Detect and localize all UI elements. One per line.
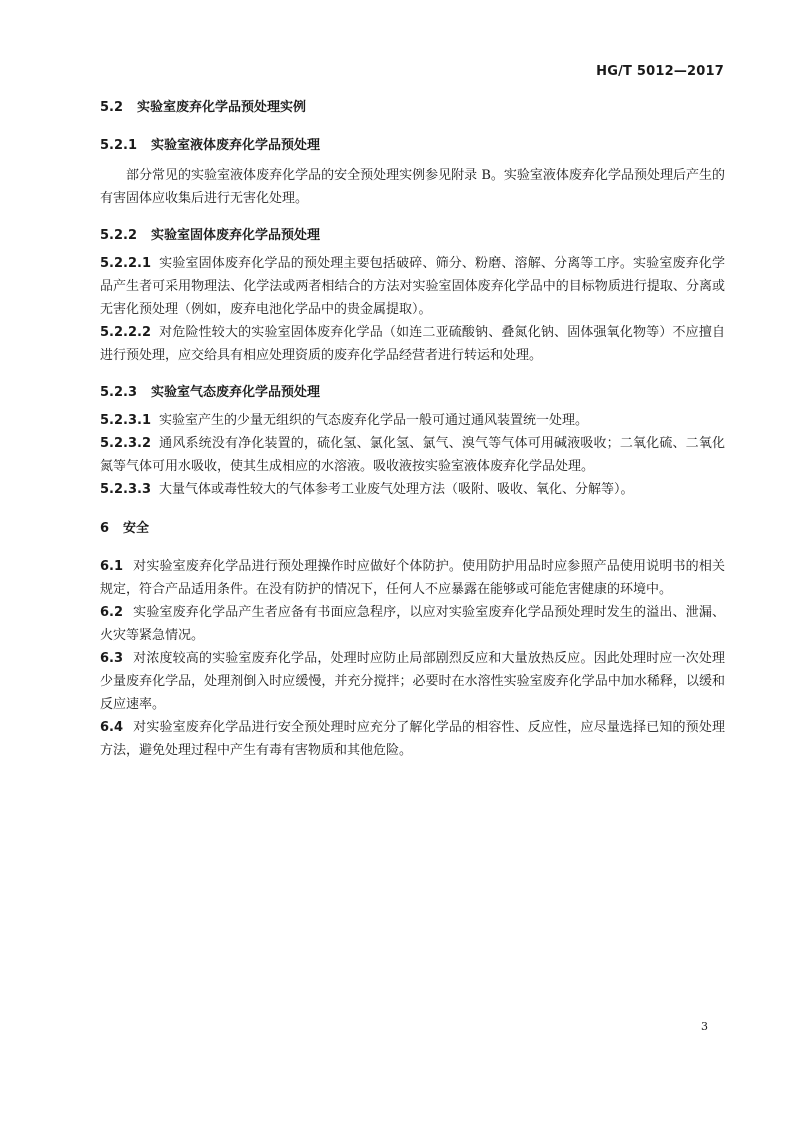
clause-number: 5.2.3.1 [100, 413, 151, 428]
clause-text: 对危险性较大的实验室固体废弃化学品（如连二亚硫酸钠、叠氮化钠、固体强氧化物等）不应擅自进行预处理，应交给具有相应处理资质的废弃化学品经营者进行转运和处理。 [100, 325, 725, 363]
clause-5-2-2-1 [100, 252, 725, 321]
clause-5-2-2-2 [100, 321, 725, 367]
clause-number: 5.2.3.3 [100, 482, 151, 497]
clause-number: 5.2.3.2 [100, 436, 151, 451]
heading-5-2 [100, 98, 725, 118]
heading-title: 实验室液体废弃化学品预处理 [151, 138, 321, 153]
clause-text: 大量气体或毒性较大的气体参考工业废气处理方法（吸附、吸收、氧化、分解等）。 [159, 482, 634, 497]
heading-number: 5.2 [100, 100, 124, 115]
clause-text: 实验室废弃化学品产生者应备有书面应急程序，以应对实验室废弃化学品预处理时发生的溢出、泄漏、火灾等紧急情况。 [100, 605, 725, 643]
clause-5-2-3-2 [100, 432, 725, 478]
heading-number: 5.2.1 [100, 138, 138, 153]
heading-title: 实验室气态废弃化学品预处理 [151, 385, 321, 400]
heading-number: 5.2.2 [100, 228, 138, 243]
clause-6-3 [100, 647, 725, 716]
clause-number: 6.4 [100, 720, 124, 735]
heading-6 [100, 519, 725, 539]
clause-6-4 [100, 716, 725, 762]
clause-number: 6.2 [100, 605, 124, 620]
clause-number: 6.1 [100, 559, 124, 574]
clause-number: 5.2.2.1 [100, 256, 151, 271]
heading-title: 实验室固体废弃化学品预处理 [151, 228, 321, 243]
page-content [100, 98, 725, 762]
clause-text: 实验室产生的少量无组织的气态废弃化学品一般可通过通风装置统一处理。 [159, 413, 589, 428]
heading-5-2-1 [100, 136, 725, 156]
page-number: 3 [701, 1020, 708, 1033]
clause-number: 5.2.2.2 [100, 325, 151, 340]
clause-text: 对实验室废弃化学品进行安全预处理时应充分了解化学品的相容性、反应性，应尽量选择已知的预处理方法，避免处理过程中产生有毒有害物质和其他危险。 [100, 720, 725, 758]
paragraph-5-2-1: 部分常见的实验室液体废弃化学品的安全预处理实例参见附录 B。实验室液体废弃化学品预处理后产生的有害固体应收集后进行无害化处理。 [100, 168, 725, 206]
clause-text: 实验室固体废弃化学品的预处理主要包括破碎、筛分、粉磨、溶解、分离等工序。实验室废弃化学品产生者可采用物理法、化学法或两者相结合的方法对实验室固体废弃化学品中的目标物质进行提取、分离或无害化预处理（例如，废弃电池化学品中的贵金属提取）。 [100, 256, 725, 317]
clause-text: 对实验室废弃化学品进行预处理操作时应做好个体防护。使用防护用品时应参照产品使用说明书的相关规定，符合产品适用条件。在没有防护的情况下，任何人不应暴露在能够或可能危害健康的环境中。 [100, 559, 725, 597]
clause-6-2 [100, 601, 725, 647]
heading-5-2-3 [100, 383, 725, 403]
heading-title: 实验室废弃化学品预处理实例 [137, 100, 307, 115]
heading-number: 5.2.3 [100, 385, 138, 400]
clause-number: 6.3 [100, 651, 124, 666]
clause-6-1 [100, 555, 725, 601]
clause-5-2-3-1 [100, 409, 725, 432]
clause-text: 通风系统没有净化装置的，硫化氢、氯化氢、氯气、溴气等气体可用碱液吸收；二氧化硫、二氧化氮等气体可用水吸收，使其生成相应的水溶液。吸收液按实验室液体废弃化学品处理。 [100, 436, 725, 474]
clause-5-2-3-3 [100, 478, 725, 501]
document-code: HG/T 5012—2017 [596, 64, 724, 79]
heading-title: 安全 [123, 521, 150, 536]
clause-text: 对浓度较高的实验室废弃化学品，处理时应防止局部剧烈反应和大量放热反应。因此处理时应一次处理少量废弃化学品，处理剂倒入时应缓慢，并充分搅拌；必要时在水溶性实验室废弃化学品中加水稀释，以缓和反应速率。 [100, 651, 725, 712]
heading-5-2-2 [100, 226, 725, 246]
heading-number: 6 [100, 521, 110, 536]
